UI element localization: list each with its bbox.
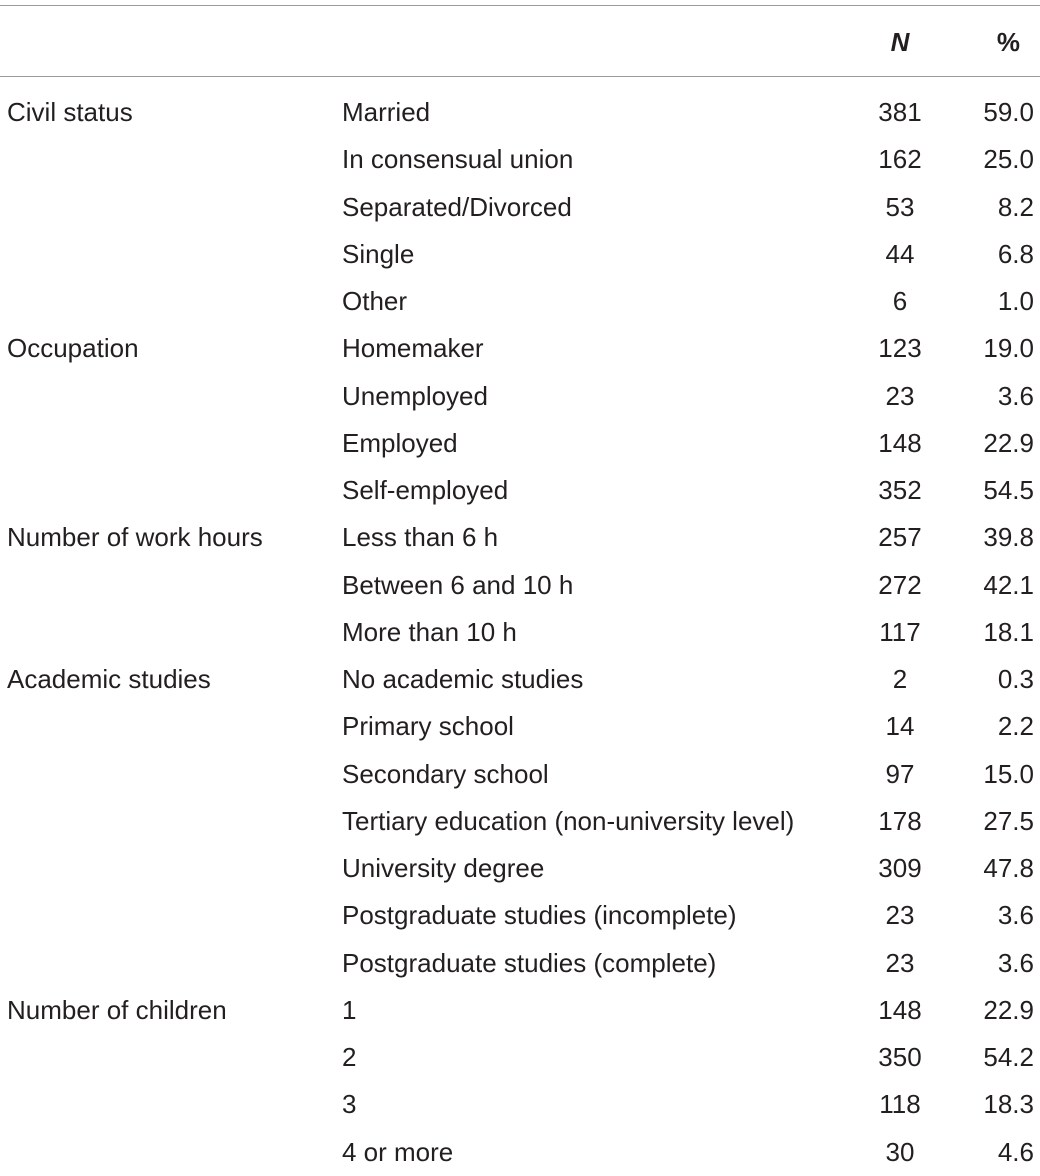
row-group-label bbox=[7, 231, 337, 278]
table-row bbox=[0, 231, 1040, 278]
row-n-value: 257 bbox=[878, 522, 922, 553]
table-row bbox=[0, 420, 1040, 467]
row-group-label bbox=[7, 703, 337, 750]
row-category-label: 2 bbox=[342, 1042, 357, 1072]
header-percent: % bbox=[996, 27, 1020, 57]
row-percent-value: 27.5 bbox=[983, 805, 1034, 836]
row-n-value: 23 bbox=[885, 900, 915, 931]
row-n-value: 2 bbox=[892, 664, 908, 694]
row-n-value: 14 bbox=[885, 711, 915, 742]
table-row bbox=[0, 656, 1040, 703]
row-n-value: 97 bbox=[885, 758, 915, 789]
row-n-value: 350 bbox=[878, 1042, 922, 1072]
row-percent-value: 25.0 bbox=[983, 144, 1034, 175]
row-category-label: University degree bbox=[342, 853, 545, 883]
row-group-label bbox=[7, 136, 337, 183]
table-row bbox=[0, 89, 1040, 136]
table-row bbox=[0, 1034, 1040, 1081]
row-n-value: 123 bbox=[878, 333, 922, 364]
row-category-label: Separated/Divorced bbox=[342, 191, 572, 222]
row-n-value: 30 bbox=[885, 1136, 915, 1167]
row-category-label: More than 10 h bbox=[342, 616, 517, 647]
row-category-label: No academic studies bbox=[342, 664, 584, 694]
row-n-value: 352 bbox=[878, 475, 922, 505]
row-group-label bbox=[7, 892, 337, 939]
row-group-label: Civil status bbox=[7, 97, 133, 127]
row-percent-value: 47.8 bbox=[983, 853, 1034, 883]
row-n-value: 118 bbox=[879, 1089, 921, 1120]
row-category-label: Less than 6 h bbox=[342, 522, 499, 553]
row-category-label: In consensual union bbox=[342, 144, 574, 175]
row-group-label bbox=[7, 1081, 337, 1128]
table-row bbox=[0, 467, 1040, 514]
row-group-label bbox=[7, 1034, 337, 1081]
row-category-label: Single bbox=[342, 238, 415, 269]
table-row bbox=[0, 609, 1040, 656]
table-row bbox=[0, 940, 1040, 987]
row-percent-value: 18.3 bbox=[983, 1089, 1034, 1120]
row-group-label bbox=[7, 609, 337, 656]
row-group-label bbox=[7, 278, 337, 325]
row-category-label: Postgraduate studies (complete) bbox=[342, 947, 717, 978]
row-n-value: 53 bbox=[885, 191, 915, 222]
row-percent-value: 0.3 bbox=[997, 664, 1034, 694]
row-percent-value: 6.8 bbox=[997, 238, 1034, 269]
row-n-value: 381 bbox=[878, 97, 922, 127]
row-percent-value: 54.5 bbox=[983, 475, 1034, 505]
row-group-label bbox=[7, 798, 337, 845]
row-category-label: Homemaker bbox=[342, 333, 484, 364]
row-group-label: Academic studies bbox=[7, 664, 211, 694]
row-category-label: Secondary school bbox=[342, 758, 549, 789]
header-n: N bbox=[890, 27, 910, 57]
table-row bbox=[0, 136, 1040, 183]
row-n-value: 23 bbox=[885, 380, 915, 411]
table-row bbox=[0, 703, 1040, 750]
row-category-label: 1 bbox=[342, 994, 357, 1025]
row-percent-value: 8.2 bbox=[997, 191, 1034, 222]
row-category-label: Married bbox=[342, 97, 431, 127]
table-row bbox=[0, 987, 1040, 1034]
row-percent-value: 19.0 bbox=[983, 333, 1034, 364]
table-row bbox=[0, 325, 1040, 372]
row-group-label bbox=[7, 373, 337, 420]
row-n-value: 178 bbox=[878, 805, 922, 836]
row-group-label: Number of children bbox=[7, 994, 227, 1025]
row-percent-value: 18.1 bbox=[983, 616, 1034, 647]
row-percent-value: 3.6 bbox=[997, 900, 1034, 931]
row-percent-value: 22.9 bbox=[983, 994, 1034, 1025]
row-percent-value: 15.0 bbox=[983, 758, 1034, 789]
row-group-label: Occupation bbox=[7, 333, 139, 364]
row-n-value: 148 bbox=[878, 427, 922, 458]
row-percent-value: 59.0 bbox=[983, 97, 1034, 127]
row-n-value: 117 bbox=[879, 616, 921, 647]
row-category-label: Tertiary education (non-university level) bbox=[342, 805, 795, 836]
row-n-value: 162 bbox=[878, 144, 922, 175]
row-n-value: 44 bbox=[885, 238, 915, 269]
row-n-value: 23 bbox=[885, 947, 915, 978]
row-group-label bbox=[7, 751, 337, 798]
row-percent-value: 2.2 bbox=[997, 711, 1034, 742]
row-group-label: Number of work hours bbox=[7, 522, 263, 553]
table-header-rule bbox=[0, 76, 1040, 77]
row-category-label: Unemployed bbox=[342, 380, 488, 411]
table-row bbox=[0, 845, 1040, 892]
row-n-value: 6 bbox=[892, 286, 908, 316]
row-percent-value: 4.6 bbox=[997, 1136, 1034, 1167]
row-group-label bbox=[7, 845, 337, 892]
row-category-label: 3 bbox=[342, 1089, 357, 1120]
row-category-label: 4 or more bbox=[342, 1136, 454, 1167]
table-row bbox=[0, 1081, 1040, 1128]
row-category-label: Between 6 and 10 h bbox=[342, 569, 574, 600]
row-category-label: Other bbox=[342, 286, 408, 316]
table-row bbox=[0, 184, 1040, 231]
row-category-label: Postgraduate studies (incomplete) bbox=[342, 900, 737, 931]
row-group-label bbox=[7, 562, 337, 609]
row-n-value: 272 bbox=[878, 569, 922, 600]
row-group-label bbox=[7, 467, 337, 514]
table-body bbox=[0, 89, 1040, 1176]
row-n-value: 309 bbox=[878, 853, 922, 883]
row-percent-value: 54.2 bbox=[983, 1042, 1034, 1072]
table-row bbox=[0, 373, 1040, 420]
row-percent-value: 22.9 bbox=[983, 427, 1034, 458]
row-percent-value: 3.6 bbox=[997, 380, 1034, 411]
table-top-rule bbox=[0, 5, 1040, 6]
row-percent-value: 1.0 bbox=[997, 286, 1034, 316]
table-row bbox=[0, 892, 1040, 939]
table-row bbox=[0, 514, 1040, 561]
table-row bbox=[0, 751, 1040, 798]
table-row bbox=[0, 278, 1040, 325]
row-percent-value: 3.6 bbox=[997, 947, 1034, 978]
row-group-label bbox=[7, 420, 337, 467]
row-group-label bbox=[7, 940, 337, 987]
row-group-label bbox=[7, 184, 337, 231]
row-n-value: 148 bbox=[878, 994, 922, 1025]
row-category-label: Self-employed bbox=[342, 475, 509, 505]
row-percent-value: 39.8 bbox=[983, 522, 1034, 553]
row-category-label: Employed bbox=[342, 427, 458, 458]
table-row bbox=[0, 798, 1040, 845]
row-category-label: Primary school bbox=[342, 711, 514, 742]
row-percent-value: 42.1 bbox=[983, 569, 1034, 600]
table-row bbox=[0, 562, 1040, 609]
